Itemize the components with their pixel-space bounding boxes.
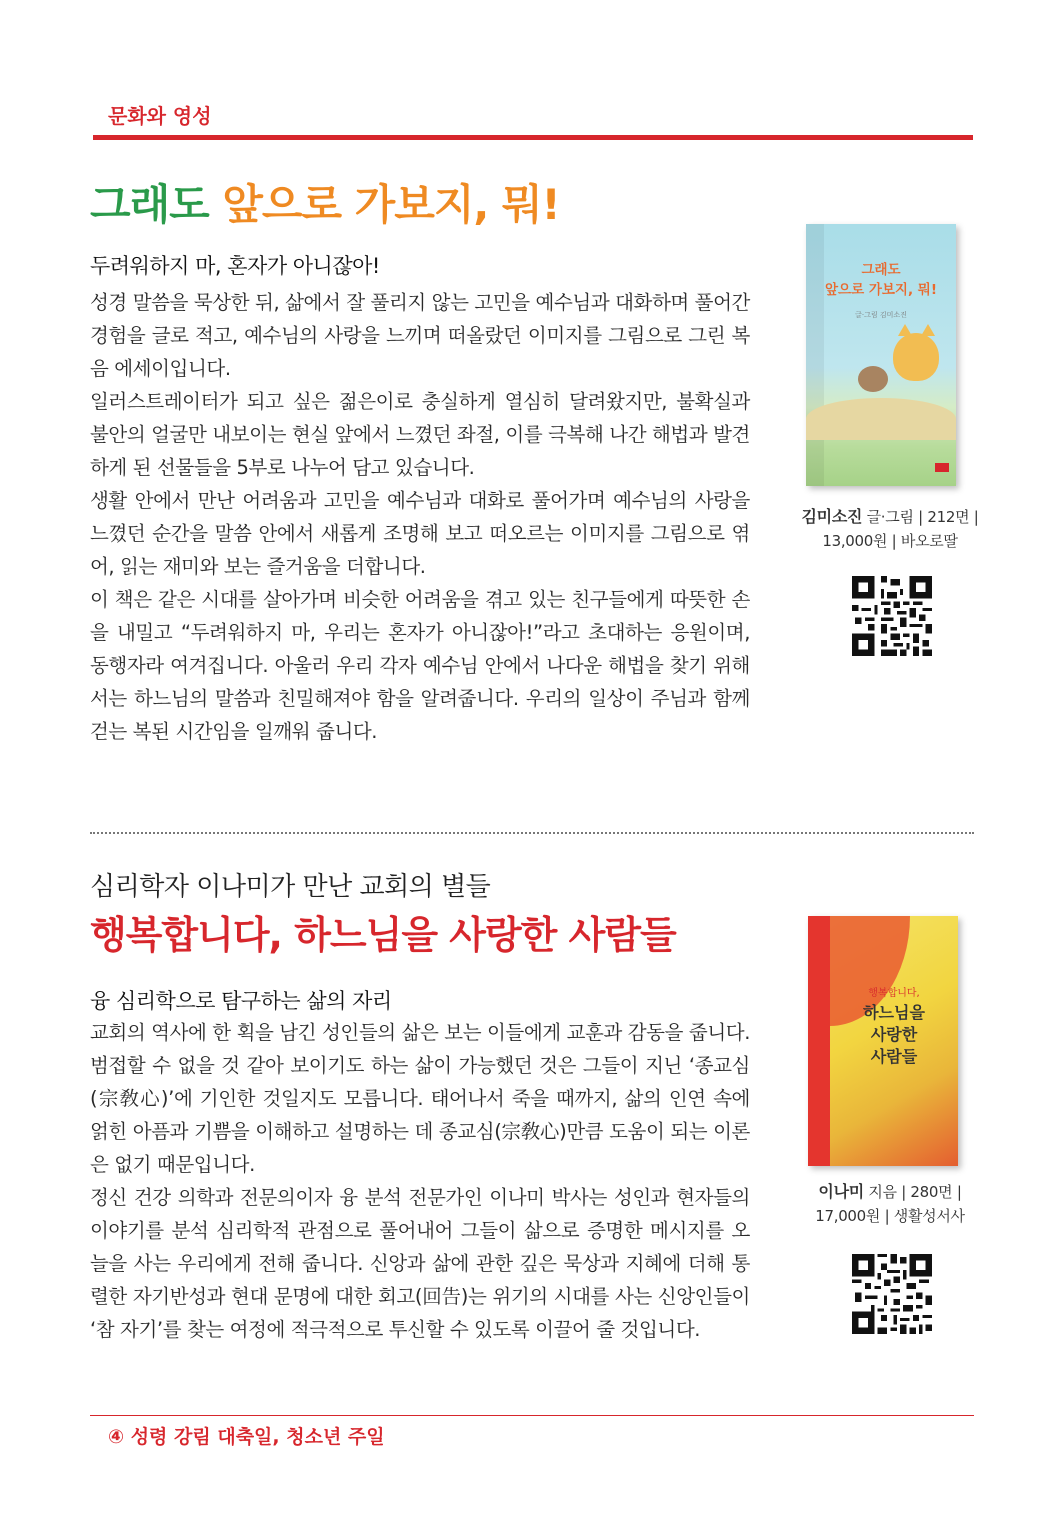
book2-meta-info: 지음 | 280면 | <box>863 1183 962 1201</box>
book1-cover-hill <box>806 398 956 440</box>
book2-meta-line1 <box>770 1180 1010 1204</box>
book1-cover-title-line: 앞으로 가보지, 뭐! <box>825 282 937 298</box>
book1-cover-title-line: 그래도 <box>861 262 901 278</box>
book1-paragraph: 성경 말씀을 묵상한 뒤, 삶에서 잘 풀리지 않는 고민을 예수님과 대화하며 풀어간 경험을 글로 적고, 예수님의 사랑을 느끼며 떠올랐던 이미지를 그림으로 그린 복음 에세이입니다. <box>90 291 750 380</box>
book1-title-orange: 앞으로 가보지, 뭐! <box>222 180 560 229</box>
book1-meta-info: 글·그림 | 212면 | <box>862 508 979 526</box>
book1-title <box>90 172 560 232</box>
book1-paragraph: 생활 안에서 만난 어려움과 고민을 예수님과 대화로 풀어가며 예수님의 사랑을 느꼈던 순간을 말씀 안에서 새롭게 조명해 보고 떠오르는 이미지를 그림으로 엮어, 읽는 재미와 보는 즐거움을 더합니다. <box>90 489 750 578</box>
book2-subtitle: 융 심리학으로 탐구하는 삶의 자리 <box>90 989 392 1013</box>
book2-kicker: 심리학자 이나미가 만난 교회의 별들 <box>90 872 491 902</box>
bottom-rule <box>90 1415 974 1416</box>
book2-paragraph: 교회의 역사에 한 획을 남긴 성인들의 삶은 보는 이들에게 교훈과 감동을 줍니다. 범접할 수 없을 것 같아 보이기도 하는 삶이 가능했던 것은 그들이 지닌 ‘종교심(宗敎心)’에 기인한 것일지도 모릅니다. 태어나서 죽을 때까지, 삶의 인연 속에 얽힌 아픔과 기쁨을 이해하고 설명하는 데 종교심(宗敎心)만큼 도움이 되는 이론은 없기 때문입니다. <box>90 1021 750 1176</box>
book2-cover-title-line: 사람들 <box>870 1047 918 1066</box>
book2-title: 행복합니다, 하느님을 사랑한 사람들 <box>90 913 676 957</box>
book2-body <box>90 1016 750 1346</box>
book2-cover-title-line: 하느님을 <box>863 1003 925 1022</box>
book2-meta <box>770 1180 1010 1228</box>
book2-qr-code-icon[interactable] <box>852 1254 932 1334</box>
potato-character-icon <box>858 366 888 392</box>
book1-paragraph: 이 책은 같은 시대를 살아가며 비슷한 어려움을 겪고 있는 친구들에게 따뜻한 손을 내밀고 “두려워하지 마, 우리는 혼자가 아니잖아!”라고 초대하는 응원이며, 동행자라 여겨집니다. 아울러 우리 각자 예수님 안에서 나다운 해법을 찾기 위해서는 하느님의 말씀과 친밀해져야 함을 알려줍니다. 우리의 일상이 주님과 함께 걷는 복된 시간임을 일깨워 줍니다. <box>90 588 750 743</box>
book1-body <box>90 286 750 748</box>
book2-cover-image <box>808 916 958 1166</box>
book2-cover-small-text: 행복합니다, <box>868 988 920 999</box>
top-rule <box>93 135 973 140</box>
footer-text: ④ 성령 강림 대축일, 청소년 주일 <box>108 1426 385 1448</box>
section-label: 문화와 영성 <box>108 104 212 128</box>
book2-paragraph: 정신 건강 의학과 전문의이자 융 분석 전문가인 이나미 박사는 성인과 현자들의 이야기를 분석 심리학적 관점으로 풀어내어 그들이 삶으로 증명한 메시지를 오늘을 사는 우리에게 전해 줍니다. 신앙과 삶에 관한 깊은 묵상과 지혜에 더해 통렬한 자기반성과 현대 문명에 대한 회고(回告)는 위기의 시대를 사는 신앙인들이 ‘참 자기’를 찾는 여정에 적극적으로 투신할 수 있도록 이끌어 줄 것입니다. <box>90 1186 750 1341</box>
book1-cover-author: 글·그림 김미소진 <box>855 311 907 319</box>
book1-meta-line2: 13,000원 | 바오로딸 <box>822 532 958 550</box>
book2-author: 이나미 <box>818 1182 864 1201</box>
book1-paragraph: 일러스트레이터가 되고 싶은 젊은이로 충실하게 열심히 달려왔지만, 불확실과 불안의 얼굴만 내보이는 현실 앞에서 느꼈던 좌절, 이를 극복해 나간 해법과 발견하게 된 선물들을 5부로 나누어 담고 있습니다. <box>90 390 750 479</box>
book1-author: 김미소진 <box>801 507 863 526</box>
section-divider <box>90 832 974 834</box>
book1-meta <box>770 505 1010 553</box>
book1-subtitle: 두려워하지 마, 혼자가 아니잖아! <box>90 254 380 278</box>
book2-meta-line2: 17,000원 | 생활성서사 <box>815 1207 965 1225</box>
book1-qr-code-icon[interactable] <box>852 576 932 656</box>
book2-cover-spine <box>808 916 830 1166</box>
book2-cover-title <box>830 986 958 1068</box>
cat-illustration-icon <box>893 333 939 381</box>
book2-cover-title-line: 사랑한 <box>870 1025 918 1044</box>
book1-meta-line1 <box>770 505 1010 529</box>
publisher-logo-icon <box>935 463 949 472</box>
book1-cover-title <box>806 260 956 300</box>
book1-title-green: 그래도 <box>90 180 223 229</box>
